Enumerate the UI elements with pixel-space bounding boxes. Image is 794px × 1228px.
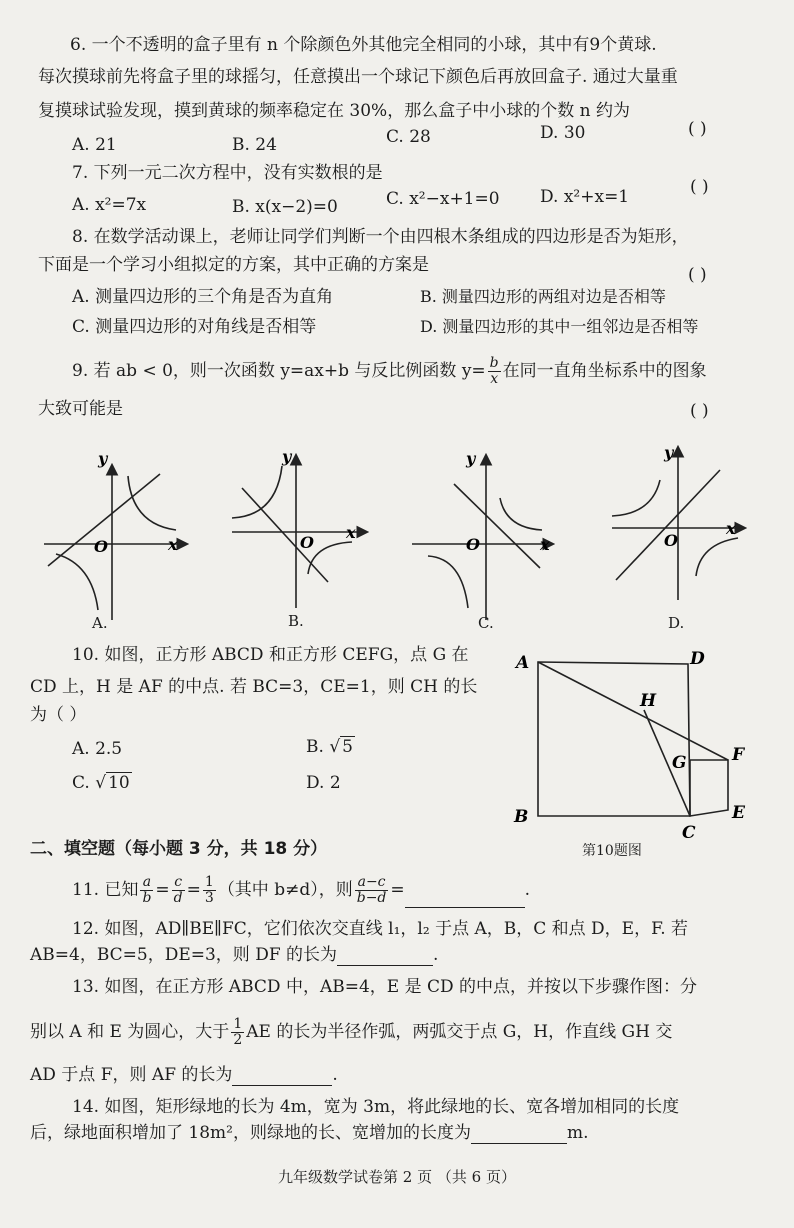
graph-a-origin: O [94, 537, 108, 556]
q13-frac-half: $\frac{1}{2}$ [233, 1016, 243, 1048]
graph-d-origin: O [664, 531, 678, 550]
q9-answer-paren: ( ) [690, 401, 709, 421]
graph-c-y-label: y [466, 449, 476, 468]
graph-b-origin: O [300, 533, 314, 552]
q10-option-b [306, 736, 355, 758]
graph-c-origin: O [466, 535, 480, 554]
q11-answer-blank[interactable] [405, 889, 525, 908]
graph-a-y-label: y [98, 449, 108, 468]
q12-line1: 12. 如图，AD∥BE∥FC，它们依次交直线 l₁，l₂ 于点 A，B，C 和点 D，E，F. 若 [72, 919, 689, 939]
q9-line1 [72, 356, 707, 387]
q14-answer-blank[interactable] [471, 1125, 567, 1144]
q10-option-d: D. 2 [306, 773, 341, 793]
point-g: G [672, 753, 687, 773]
point-c: C [682, 823, 696, 843]
q9-graphs [0, 440, 794, 640]
q6-option-b: B. 24 [232, 135, 277, 155]
graph-label-a: A. [92, 614, 108, 632]
q11-line: 11. 已知 $\frac{a}{b}$ = $\frac{c}{d}$ = $\frac{1}{3}$ （其中 b≠d），则 $\frac{a-c}{b-d}$ = . [72, 874, 531, 906]
point-f: F [732, 745, 745, 765]
q10-option-c [72, 772, 132, 794]
point-a: A [516, 653, 530, 673]
q11-frac-c-d: $\frac{c}{d}$ [173, 874, 183, 906]
q9-frac-denominator: x [490, 371, 499, 387]
q8-line1: 8. 在数学活动课上，老师让同学们判断一个由四根木条组成的四边形是否为矩形， [72, 227, 689, 247]
graph-a-x-label: x [168, 535, 178, 554]
q6-line2: 每次摸球前先将盒子里的球摇匀，任意摸出一个球记下颜色后再放回盒子. 通过大量重 [38, 67, 678, 87]
q13-answer-blank[interactable] [232, 1067, 332, 1086]
q11-frac-result: $\frac{a-c}{b-d}$ [356, 874, 387, 906]
q11-mid: （其中 b≠d），则 [217, 880, 353, 900]
point-b: B [514, 807, 529, 827]
q6-line1: 6. 一个不透明的盒子里有 n 个除颜色外其他完全相同的小球，其中有9个黄球. [70, 35, 657, 55]
q6-option-c: C. 28 [386, 127, 431, 147]
q8-option-d: D. 测量四边形的其中一组邻边是否相等 [420, 317, 699, 336]
graph-c-x-label: x [540, 535, 550, 554]
graph-b-x-label: x [346, 523, 356, 542]
q8-answer-paren: ( ) [688, 265, 707, 285]
q6-answer-paren: ( ) [688, 119, 707, 139]
q7-line1: 7. 下列一元二次方程中，没有实数根的是 [72, 163, 383, 183]
q9-fraction [488, 356, 501, 387]
point-e: E [732, 803, 745, 823]
graph-b-y-label: y [282, 447, 292, 466]
q11-frac-a-b: $\frac{a}{b}$ [142, 874, 152, 906]
page-footer: 九年级数学试卷第 2 页 （共 6 页） [278, 1168, 516, 1186]
q10-line3: 为（ ） [30, 705, 87, 725]
graph-label-d: D. [668, 614, 685, 632]
q14-line2: 后，绿地面积增加了 18m²，则绿地的长、宽增加的长度为 m. [30, 1123, 589, 1143]
q9-frac-numerator: b [489, 355, 499, 371]
q10-option-c-label: C. [72, 773, 90, 793]
q13-line2: 别以 A 和 E 为圆心，大于 $\frac{1}{2}$ AE 的长为半径作弧，两弧交于点 G，H，作直线 GH 交 [30, 1016, 673, 1048]
graph-c [412, 449, 552, 620]
q8-line2: 下面是一个学习小组拟定的方案，其中正确的方案是 [38, 255, 429, 275]
q11-prefix: 11. 已知 [72, 880, 139, 900]
point-d: D [690, 650, 705, 669]
q13-line3: AD 于点 F，则 AF 的长为 . [30, 1065, 338, 1085]
q10-figure [510, 650, 770, 850]
q14-line1: 14. 如图，矩形绿地的长为 4m，宽为 3m，将此绿地的长、宽各增加相同的长度 [72, 1097, 680, 1117]
q9-suffix: 在同一直角坐标系中的图象 [502, 361, 707, 381]
graph-a [44, 449, 186, 620]
q10-line1: 10. 如图，正方形 ABCD 和正方形 CEFG，点 G 在 [72, 645, 469, 665]
q7-option-c: C. x²−x+1=0 [386, 189, 500, 209]
graph-label-c: C. [478, 614, 494, 632]
q10-figure-caption: 第10题图 [582, 843, 642, 859]
q7-option-b: B. x(x−2)=0 [232, 197, 338, 217]
graph-d-x-label: x [726, 519, 736, 538]
q12-answer-blank[interactable] [337, 947, 433, 966]
q12-line2: AB=4，BC=5，DE=3，则 DF 的长为 . [30, 945, 439, 965]
q13-line1: 13. 如图，在正方形 ABCD 中，AB=4，E 是 CD 的中点，并按以下步骤作图：分 [72, 977, 698, 997]
point-h: H [640, 691, 657, 711]
q6-option-a: A. 21 [72, 135, 117, 155]
q8-option-b: B. 测量四边形的两组对边是否相等 [420, 287, 666, 306]
q6-option-d: D. 30 [540, 123, 586, 143]
section-2-title: 二、填空题（每小题 3 分，共 18 分） [30, 839, 328, 859]
q10-option-a: A. 2.5 [72, 739, 123, 759]
graph-d-y-label: y [664, 443, 674, 462]
q8-option-a: A. 测量四边形的三个角是否为直角 [72, 287, 334, 307]
q6-line3: 复摸球试验发现，摸到黄球的频率稳定在 30%，那么盒子中小球的个数 n 约为 [38, 101, 630, 121]
q7-option-a: A. x²=7x [72, 195, 147, 215]
q7-answer-paren: ( ) [690, 177, 709, 197]
q10-line2: CD 上，H 是 AF 的中点. 若 BC=3，CE=1，则 CH 的长 [30, 677, 478, 697]
sqrt-10: √ 10 [95, 773, 130, 793]
q9-prefix: 9. 若 ab < 0，则一次函数 y=ax+b 与反比例函数 y= [72, 361, 486, 381]
q10-option-b-label: B. [306, 737, 324, 757]
q8-option-c: C. 测量四边形的对角线是否相等 [72, 317, 317, 337]
sqrt-5: √ 5 [329, 737, 353, 757]
graph-d [612, 443, 744, 600]
q7-option-d: D. x²+x=1 [540, 187, 630, 207]
q9-line2: 大致可能是 [38, 399, 123, 419]
q11-frac-1-3: $\frac{1}{3}$ [204, 874, 214, 906]
graph-b [232, 447, 366, 608]
graph-label-b: B. [288, 612, 304, 630]
